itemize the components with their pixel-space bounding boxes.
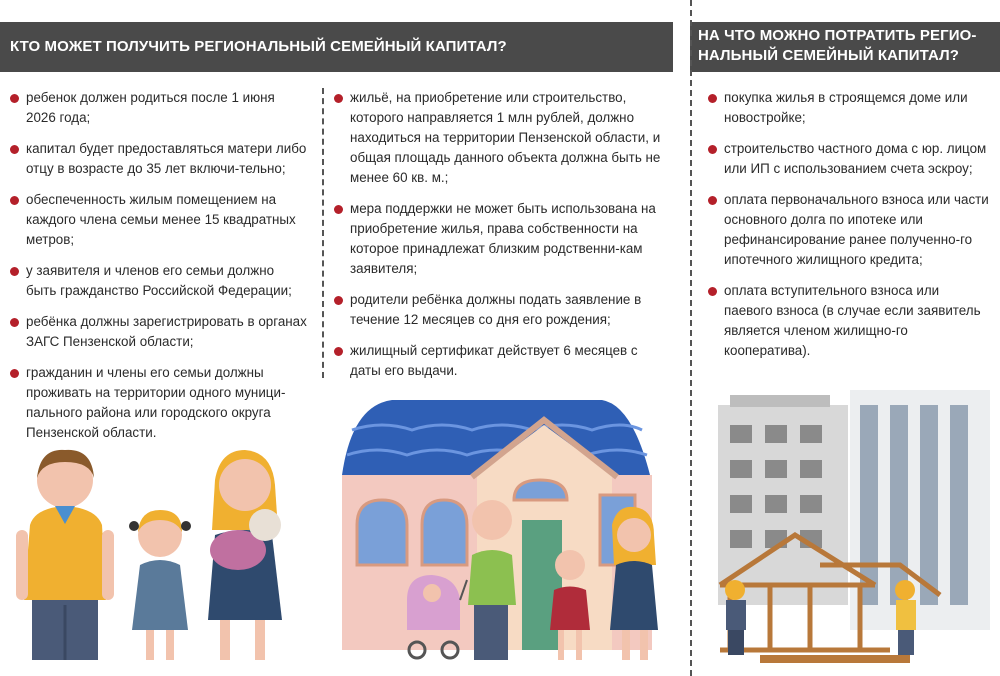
mother-figure — [208, 450, 282, 660]
house-window — [357, 500, 407, 565]
list-item: жильё, на приобретение или строительство, которого направляется 1 млн рублей, должно находиться на территории Пензенской области, и общая площадь данного объекта должна быть не менее 60 кв. м.; — [332, 88, 672, 188]
separator-right — [690, 0, 692, 676]
right-header-line2: НАЛЬНЫЙ СЕМЕЙНЫЙ КАПИТАЛ? — [698, 47, 959, 64]
house-door — [522, 520, 562, 650]
list-item: мера поддержки не может быть использована на приобретение жилья, права собственности на которое принадлежат близким родственни-кам заявителя; — [332, 199, 672, 279]
eligibility-list-column-1 — [8, 88, 308, 454]
worker-figure — [725, 580, 746, 655]
house-window — [514, 480, 567, 500]
list-item: оплата первоначального взноса или части основного долга по ипотеке или рефинансирование ранее полученно-го ипотечного жилищного кредита; — [706, 190, 991, 270]
list-item: гражданин и члены его семьи должны проживать на территории одного муници-пального района или городского округа Пензенской области. — [8, 363, 308, 443]
list-item: капитал будет предоставляться матери либо отцу в возрасте до 35 лет включи-тельно; — [8, 139, 308, 179]
left-header-title: КТО МОЖЕТ ПОЛУЧИТЬ РЕГИОНАЛЬНЫЙ СЕМЕЙНЫЙ КАПИТАЛ? — [10, 38, 507, 55]
girl-figure — [129, 510, 191, 660]
list-item: оплата вступительного взноса или паевого взноса (в случае если заявитель является членом жилищно-го кооператива). — [706, 281, 991, 361]
construction-illustration — [700, 385, 998, 670]
list-item: у заявителя и членов его семьи должно быть гражданство Российской Федерации; — [8, 261, 308, 301]
house-window — [422, 500, 467, 565]
left-header-banner — [0, 22, 673, 72]
list-item: родители ребёнка должны подать заявление в течение 12 месяцев со дня его рождения; — [332, 290, 672, 330]
house-illustration — [332, 395, 672, 670]
list-item: обеспеченность жилым помещением на каждого члена семьи менее 15 квадратных метров; — [8, 190, 308, 250]
spending-list-column — [706, 88, 991, 372]
list-item: покупка жилья в строящемся доме или новостройке; — [706, 88, 991, 128]
right-header-line1: НА ЧТО МОЖНО ПОТРАТИТЬ РЕГИО- — [698, 27, 977, 44]
father-figure — [16, 450, 114, 660]
family-illustration — [10, 440, 310, 670]
separator-left — [322, 88, 324, 378]
apartment-tower — [850, 390, 990, 630]
right-header-title — [698, 26, 976, 66]
list-item: строительство частного дома с юр. лицом или ИП с использованием счета эскроу; — [706, 139, 991, 179]
worker-figure — [895, 580, 916, 655]
list-item: жилищный сертификат действует 6 месяцев с даты его выдачи. — [332, 341, 672, 381]
eligibility-list-column-2 — [332, 88, 672, 392]
list-item: ребенок должен родиться после 1 июня 2026 года; — [8, 88, 308, 128]
list-item: ребёнка должны зарегистрировать в органах ЗАГС Пензенской области; — [8, 312, 308, 352]
right-header-banner — [690, 22, 1000, 72]
